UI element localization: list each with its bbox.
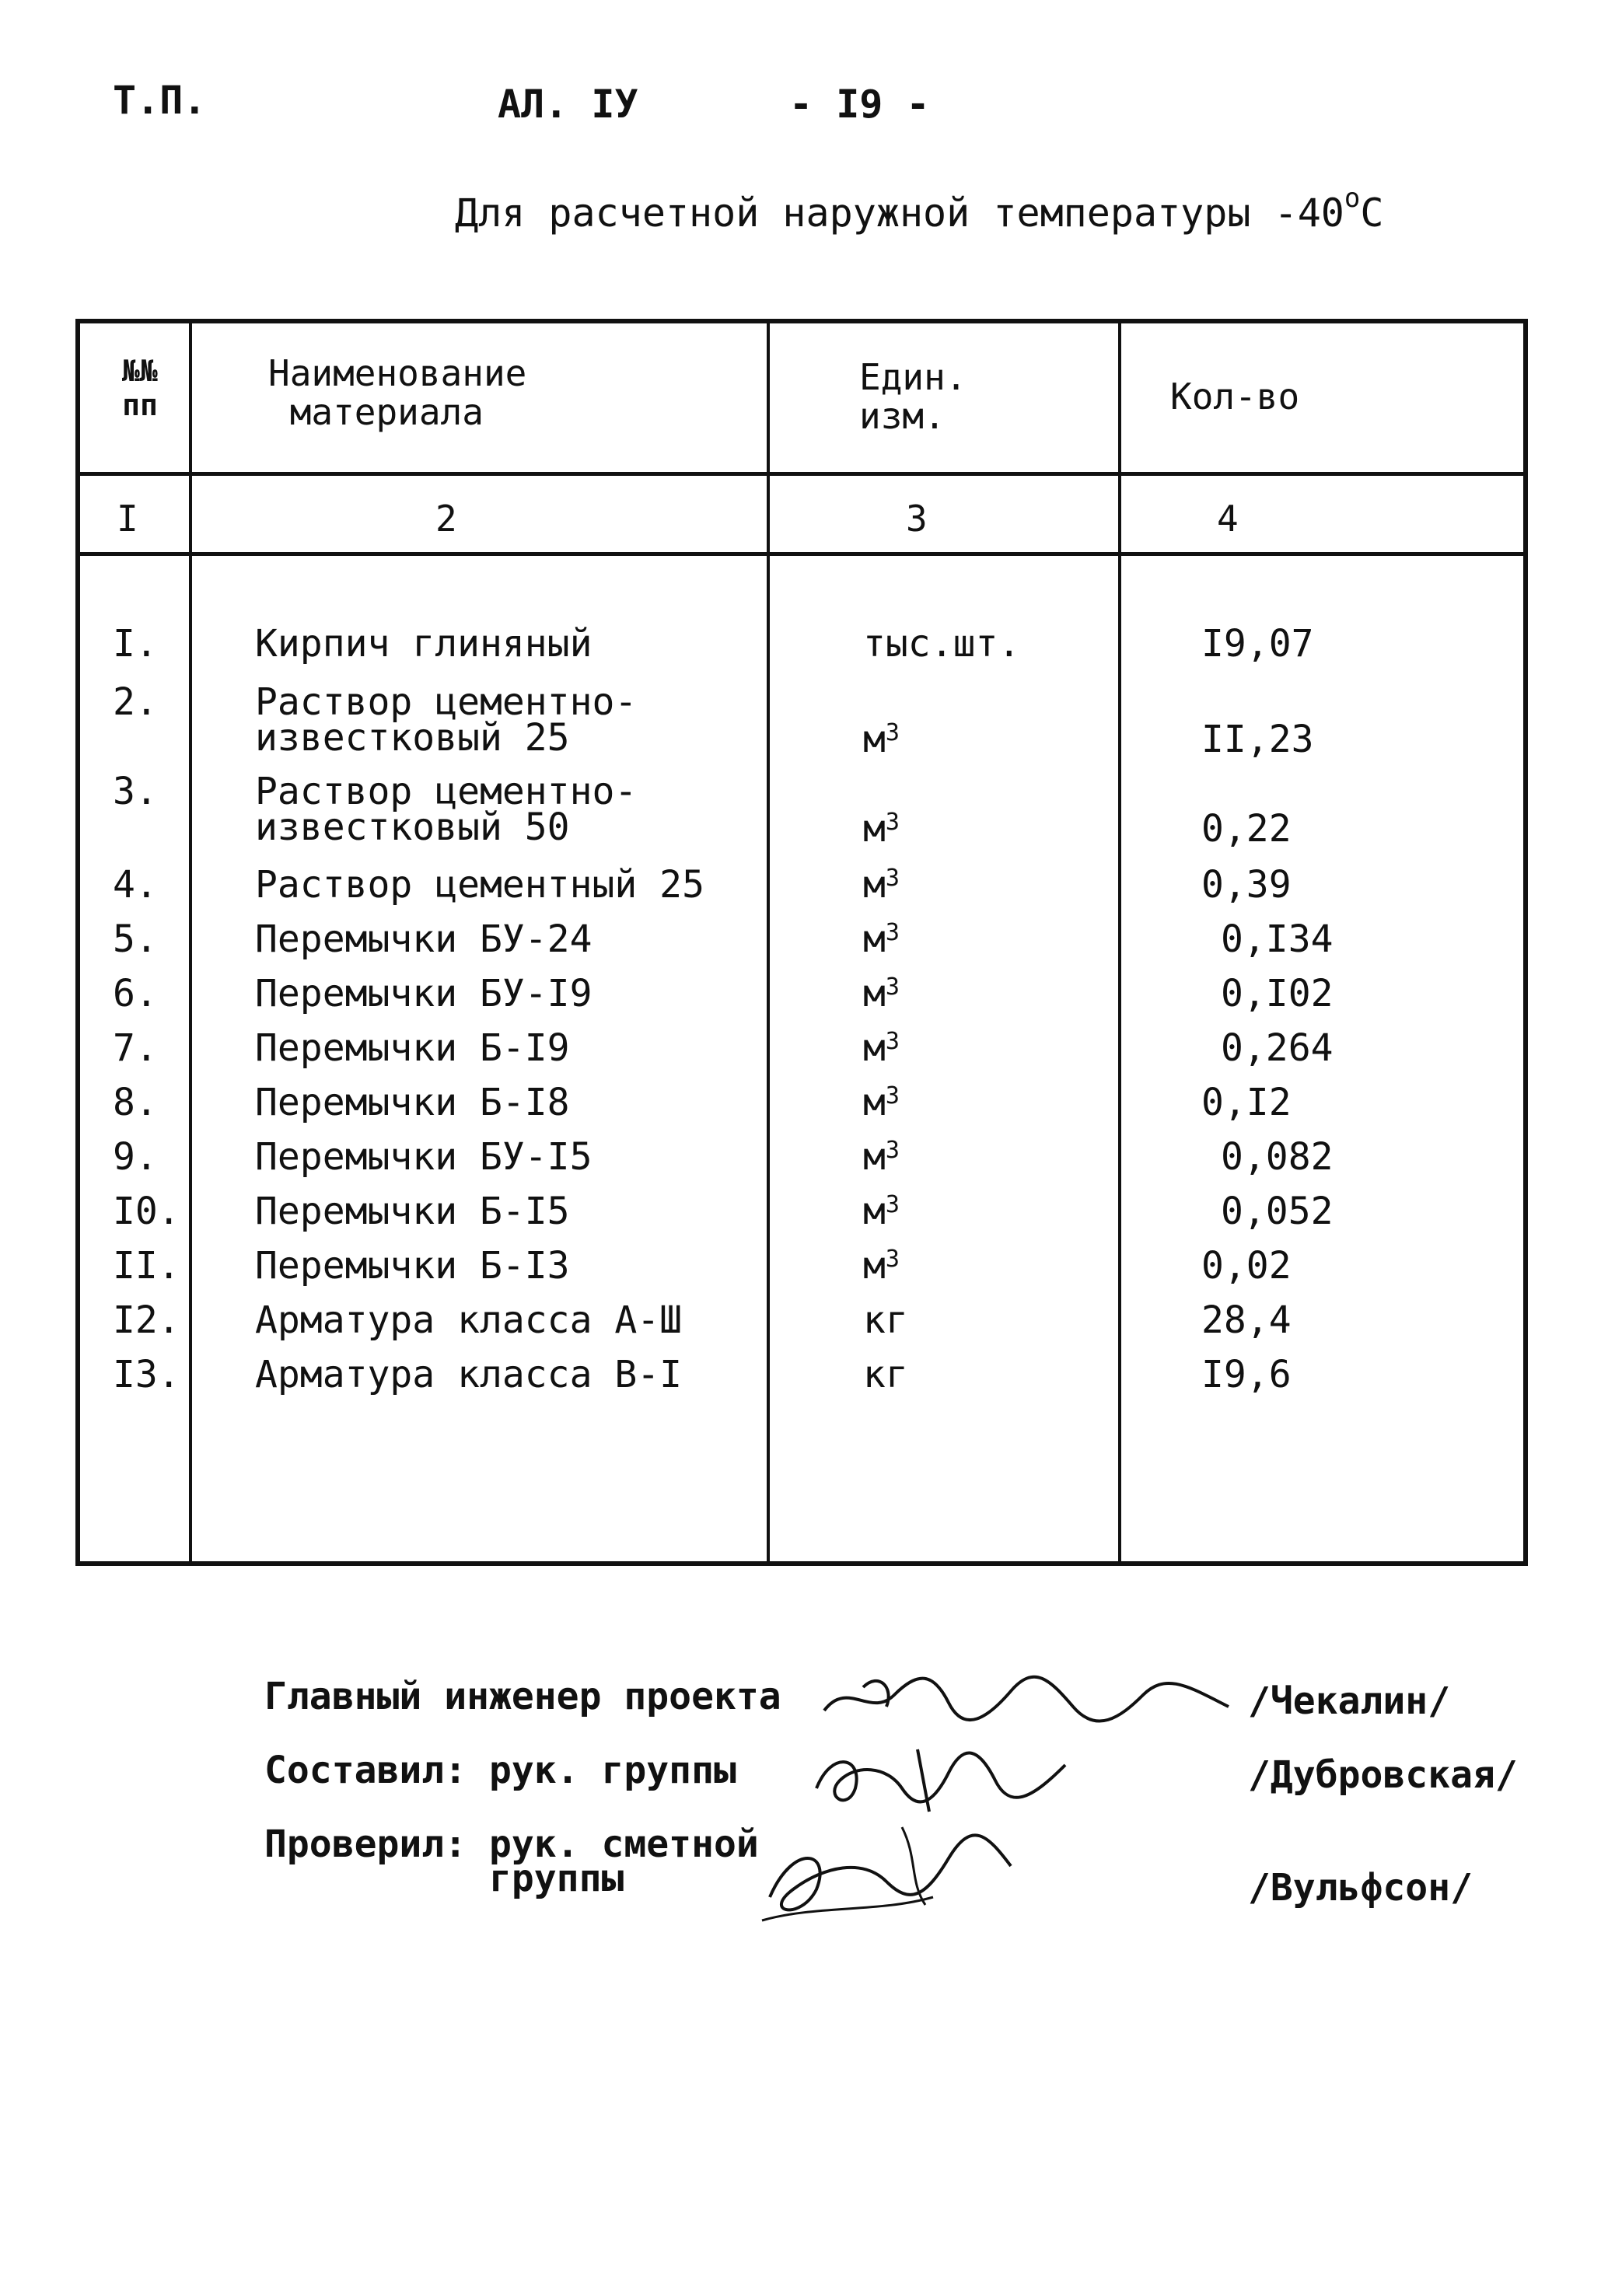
unit-cell (863, 807, 900, 851)
unit-cell (863, 863, 900, 907)
column-number: 2 (435, 498, 457, 540)
quantity-value: 0,39 (1201, 863, 1292, 907)
signature-scribble (816, 1664, 1236, 1734)
unit-text: кг (863, 1353, 908, 1396)
row-number: 3. (113, 770, 158, 813)
unit-cell (863, 1135, 900, 1179)
unit-text: м (863, 1244, 886, 1288)
row-number: 2. (113, 680, 158, 724)
unit-exponent: 3 (885, 1191, 900, 1218)
title-unit: С (1360, 190, 1384, 236)
unit-exponent: 3 (885, 1028, 900, 1055)
signature-name: /Чекалин/ (1248, 1679, 1451, 1723)
material-name: Перемычки Б-I8 (255, 1081, 570, 1124)
signature-role: Составил: рук. группы (264, 1749, 736, 1792)
row-number: 8. (113, 1081, 158, 1124)
row-number: 5. (113, 917, 158, 961)
unit-exponent: 3 (885, 719, 900, 746)
row-number: I3. (113, 1353, 180, 1396)
header-num: №№ пп (122, 354, 158, 422)
unit-text: м (863, 863, 886, 907)
unit-text: тыс.шт. (863, 622, 1021, 666)
unit-text: м (863, 1190, 886, 1233)
row-number: 7. (113, 1026, 158, 1070)
unit-text: м (863, 807, 886, 851)
quantity-value: 0,082 (1221, 1135, 1334, 1179)
material-name: Перемычки БУ-I5 (255, 1135, 593, 1179)
unit-cell (863, 1026, 900, 1070)
quantity-value: 0,02 (1201, 1244, 1292, 1288)
unit-cell (863, 1244, 900, 1288)
unit-cell (863, 917, 900, 961)
quantity-value: II,23 (1201, 718, 1314, 761)
unit-text: м (863, 1135, 886, 1179)
unit-text: м (863, 718, 886, 761)
quantity-value: 28,4 (1201, 1298, 1292, 1342)
unit-cell (863, 622, 1021, 666)
material-name: Кирпич глиняный (255, 622, 593, 666)
material-name: Арматура класса В-I (255, 1353, 683, 1396)
header-qty: Кол-во (1170, 376, 1300, 418)
unit-text: м (863, 917, 886, 961)
quantity-value: I9,07 (1201, 622, 1314, 666)
unit-exponent: 3 (885, 809, 900, 836)
signature-scribble (746, 1812, 1026, 1936)
column-number: I (117, 498, 138, 540)
quantity-value: 0,I2 (1201, 1081, 1292, 1124)
material-name: Перемычки Б-I5 (255, 1190, 570, 1233)
row-number: 9. (113, 1135, 158, 1179)
unit-exponent: 3 (885, 1137, 900, 1164)
row-number: I0. (113, 1190, 180, 1233)
quantity-value: 0,264 (1221, 1026, 1334, 1070)
page-title (455, 183, 1384, 236)
quantity-value: 0,I34 (1221, 917, 1334, 961)
unit-cell (863, 972, 900, 1015)
column-number: 3 (906, 498, 928, 540)
unit-exponent: 3 (885, 1246, 900, 1273)
column-divider (189, 319, 192, 1566)
signature-scribble (801, 1734, 1081, 1819)
row-divider (75, 552, 1528, 556)
signature-role: Проверил: рук. сметной группы (264, 1822, 759, 1900)
unit-exponent: 3 (885, 1082, 900, 1110)
header-unit: Един. изм. (859, 356, 967, 437)
quantity-value: I9,6 (1201, 1353, 1292, 1396)
quantity-value: 0,052 (1221, 1190, 1334, 1233)
signature-role: Главный инженер проекта (264, 1675, 781, 1718)
unit-text: м (863, 1081, 886, 1124)
unit-cell (863, 1190, 900, 1233)
column-divider (767, 319, 770, 1566)
row-divider (75, 472, 1528, 476)
row-number: I2. (113, 1298, 180, 1342)
doc-code: Т.П. (113, 78, 207, 123)
quantity-value: 0,22 (1201, 807, 1292, 851)
unit-text: кг (863, 1298, 908, 1342)
material-name: Раствор цементно- известковый 50 (255, 770, 638, 849)
unit-cell (863, 718, 900, 761)
material-name: Раствор цементный 25 (255, 863, 704, 907)
unit-exponent: 3 (885, 919, 900, 946)
material-name: Арматура класса А-Ш (255, 1298, 683, 1342)
signature-name: /Дубровская/ (1248, 1753, 1518, 1797)
row-number: II. (113, 1244, 180, 1288)
unit-exponent: 3 (885, 973, 900, 1001)
column-number: 4 (1217, 498, 1239, 540)
row-number: 6. (113, 972, 158, 1015)
material-name: Перемычки БУ-24 (255, 917, 593, 961)
material-name: Раствор цементно- известковый 25 (255, 680, 638, 760)
material-name: Перемычки Б-I9 (255, 1026, 570, 1070)
material-name: Перемычки БУ-I9 (255, 972, 593, 1015)
row-number: I. (113, 622, 158, 666)
unit-text: м (863, 972, 886, 1015)
unit-exponent: 3 (885, 865, 900, 892)
unit-cell (863, 1298, 908, 1342)
row-number: 4. (113, 863, 158, 907)
unit-text: м (863, 1026, 886, 1070)
column-divider (1118, 319, 1121, 1566)
material-name: Перемычки Б-I3 (255, 1244, 570, 1288)
quantity-value: 0,I02 (1221, 972, 1334, 1015)
degree-sign: о (1344, 183, 1361, 214)
album-number: АЛ. IУ (498, 82, 638, 127)
unit-cell (863, 1353, 908, 1396)
page-number: - I9 - (789, 82, 930, 127)
title-text: Для расчетной наружной температуры -40 (455, 190, 1344, 236)
unit-cell (863, 1081, 900, 1124)
signature-name: /Вульфсон/ (1248, 1866, 1473, 1910)
header-name: Наименование материала (268, 352, 527, 433)
